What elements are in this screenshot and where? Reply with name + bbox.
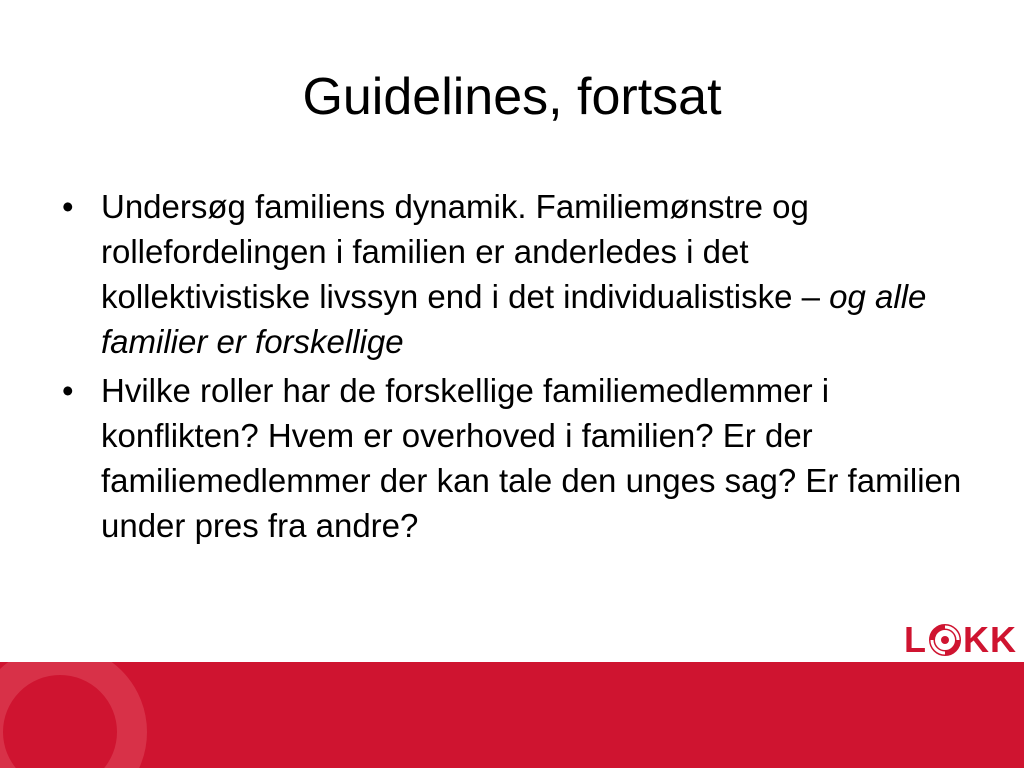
bullet-list xyxy=(62,184,962,552)
footer-band xyxy=(0,662,1024,768)
bullet-item-1 xyxy=(62,184,962,364)
lokk-logo-swirl-icon xyxy=(929,624,961,656)
bullet-symbol: • xyxy=(62,372,74,409)
bullet-symbol: • xyxy=(62,188,74,225)
lokk-logo xyxy=(904,620,1017,660)
bullet-text-1: Undersøg familiens dynamik. Familiemønstre og rollefordelingen i familien er anderledes i det kollektivistiske livssyn end i det individualistiske – xyxy=(101,188,830,315)
bullet-item-2 xyxy=(62,368,962,548)
logo-letters-kk: KK xyxy=(963,619,1017,660)
bullet-text-2: Hvilke roller har de forskellige familiemedlemmer i konflikten? Hvem er overhoved i familien? Er der familiemedlemmer der kan tale den unges sag? Er familien under pres fra andre? xyxy=(101,372,962,544)
bullet-text-1-italic: og alle familier er forskellige xyxy=(101,278,927,360)
slide-title: Guidelines, fortsat xyxy=(302,68,722,126)
logo-letter-l: L xyxy=(904,619,927,660)
footer-swirl-icon xyxy=(0,662,190,768)
